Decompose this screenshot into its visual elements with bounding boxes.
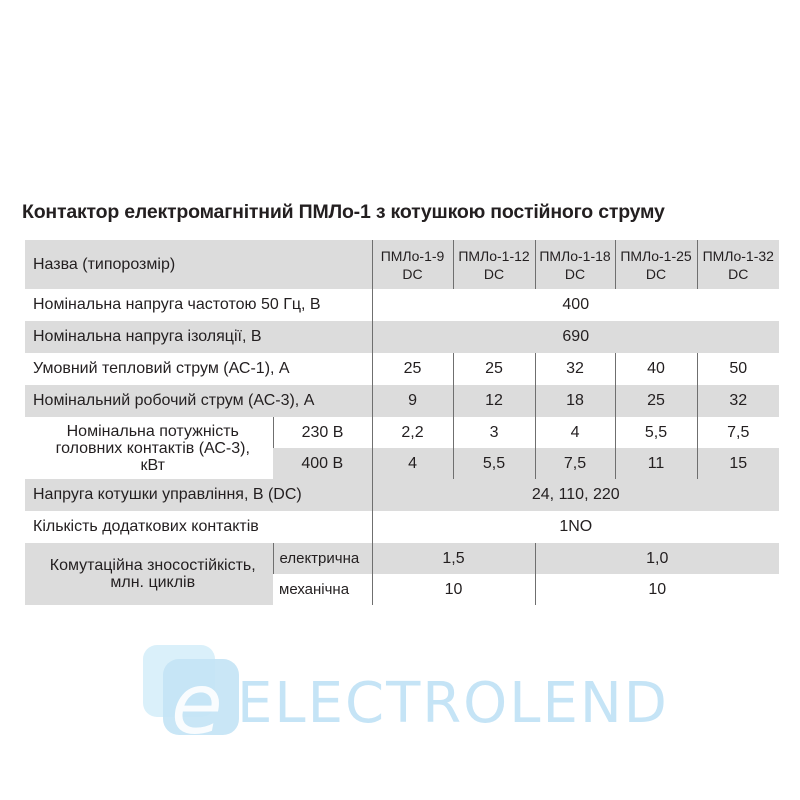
- row-label: Кількість додаткових контактів: [25, 511, 372, 543]
- cell-value: 50: [697, 353, 779, 385]
- cell-value: 11: [615, 448, 697, 479]
- durability-type: електрична: [273, 543, 372, 574]
- cell-value: 10: [372, 574, 535, 605]
- cell-value: 7,5: [535, 448, 615, 479]
- row-label: Напруга котушки управління, В (DC): [25, 479, 372, 511]
- row-value: 400: [372, 289, 779, 321]
- table-title: Контактор електромагнітний ПМЛо-1 з котушкою постійного струму: [22, 201, 665, 223]
- cell-value: 9: [372, 385, 453, 417]
- header-label: Назва (типорозмір): [25, 240, 372, 289]
- row-label: Умовний тепловий струм (АС-1), А: [25, 353, 372, 385]
- row-value: 24, 110, 220: [372, 479, 779, 511]
- table-row: [25, 353, 779, 385]
- model-header: ПМЛо-1-32 DC: [697, 240, 779, 289]
- cell-value: 10: [535, 574, 779, 605]
- row-value: 1NO: [372, 511, 779, 543]
- cell-value: 40: [615, 353, 697, 385]
- voltage-label: 400 В: [273, 448, 372, 479]
- voltage-label: 230 В: [273, 417, 372, 448]
- cell-value: 25: [615, 385, 697, 417]
- cell-value: 32: [697, 385, 779, 417]
- cell-value: 25: [372, 353, 453, 385]
- table-row: [25, 543, 779, 574]
- cell-value: 25: [453, 353, 535, 385]
- cell-value: 18: [535, 385, 615, 417]
- row-label: Номінальна напруга ізоляції, В: [25, 321, 372, 353]
- cell-value: 15: [697, 448, 779, 479]
- table-row: [25, 511, 779, 543]
- row-label: Номінальна напруга частотою 50 Гц, В: [25, 289, 372, 321]
- cell-value: 4: [535, 417, 615, 448]
- table-row: [25, 385, 779, 417]
- row-label: Номінальний робочий струм (АС-3), А: [25, 385, 372, 417]
- cell-value: 32: [535, 353, 615, 385]
- header-row: [25, 240, 779, 289]
- cell-value: 1,0: [535, 543, 779, 574]
- row-value: 690: [372, 321, 779, 353]
- power-label: Номінальна потужність головних контактів (АС-3), кВт: [25, 417, 273, 479]
- model-header: ПМЛо-1-9 DC: [372, 240, 453, 289]
- watermark-text: ELECTROLEND: [237, 671, 669, 736]
- svg-text:e: e: [171, 655, 223, 753]
- cell-value: 7,5: [697, 417, 779, 448]
- table-row: [25, 289, 779, 321]
- table-row: [25, 479, 779, 511]
- durability-label: Комутаційна зносостійкість, млн. циклів: [25, 543, 273, 605]
- table-row: [25, 417, 779, 448]
- table-row: [25, 321, 779, 353]
- cell-value: 5,5: [453, 448, 535, 479]
- cell-value: 3: [453, 417, 535, 448]
- cell-value: 2,2: [372, 417, 453, 448]
- model-header: ПМЛо-1-12 DC: [453, 240, 535, 289]
- cell-value: 12: [453, 385, 535, 417]
- model-header: ПМЛо-1-25 DC: [615, 240, 697, 289]
- cell-value: 4: [372, 448, 453, 479]
- model-header: ПМЛо-1-18 DC: [535, 240, 615, 289]
- durability-type: механічна: [273, 574, 372, 605]
- cell-value: 1,5: [372, 543, 535, 574]
- spec-table: [25, 240, 779, 605]
- cell-value: 5,5: [615, 417, 697, 448]
